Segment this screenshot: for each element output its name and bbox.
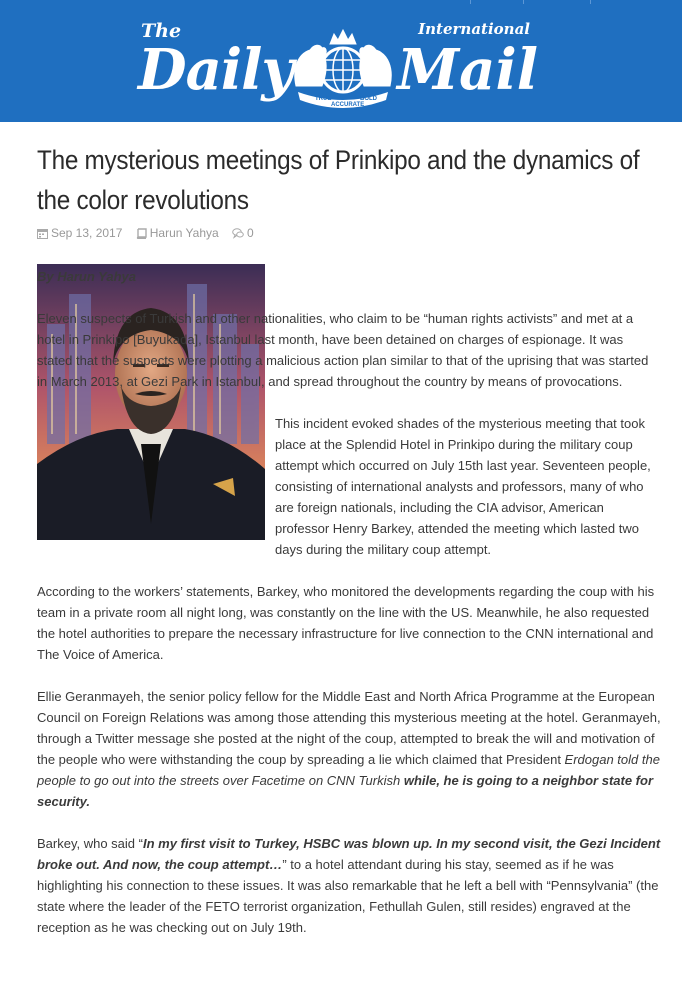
logo-the: The <box>141 20 182 42</box>
article-title[interactable]: The mysterious meetings of Prinkipo and the dynamics of the color revolutions <box>37 145 640 215</box>
crest-icon <box>288 24 398 110</box>
top-nav-tab[interactable] <box>470 0 523 4</box>
meta-date <box>37 226 126 240</box>
meta-comments[interactable] <box>232 226 254 240</box>
paragraph-1: Eleven suspects of Turkish and other nationalities, who claim to be “human rights activists” and met at a hotel in Prinkipo [Buyukada], Istanbul last month, have been detained on charges of espionage. It was stated that the suspects were plotting a malicious action plan similar to that of the uprising that was started in March 2013, at Gezi Park in Istanbul, and spread throughout the country by means of provocations. <box>37 311 649 389</box>
paragraph-4 <box>37 686 661 812</box>
crest-label-true: TRUE <box>315 96 332 102</box>
crest-label-bold: BOLD <box>360 96 377 102</box>
paragraph-5-text-a: Barkey, who said “ <box>37 836 143 851</box>
paragraph-3: According to the workers’ statements, Barkey, who monitored the developments regarding the coup with his team in a private room all night long, was constantly on the line with the US. Meanwhile, he also requested the hotel authorities to prepare the necessary infrastructure for live connection to the CNN international and The Voice of America. <box>37 584 655 662</box>
top-nav-tab[interactable] <box>523 0 590 4</box>
meta-author[interactable] <box>136 226 222 240</box>
meta-author-text[interactable]: Harun Yahya <box>149 226 219 240</box>
paragraph-2-text: This incident evoked shades of the mysterious meeting that took place at the Splendid Hotel in Prinkipo during the military coup attempt which occurred on July 15th last year. Seventeen people, consisting of international analysts and professors, many of who are foreign nationals, including the CIA advisor, American professor Henry Barkey, attended the meeting which lasted two days during the military coup attempt. <box>275 416 651 557</box>
meta-comments-count[interactable]: 0 <box>247 226 254 240</box>
article <box>37 140 662 935</box>
crest-label-accurate: ACCURATE <box>331 102 365 108</box>
calendar-icon <box>37 228 48 239</box>
paragraph-2 <box>37 413 661 560</box>
masthead <box>0 0 682 122</box>
meta-date-text: Sep 13, 2017 <box>51 226 123 240</box>
article-meta <box>37 226 264 240</box>
logo-mail: Mail <box>397 37 538 103</box>
comment-icon <box>232 228 244 239</box>
article-byline: By Harun Yahya <box>37 269 136 284</box>
top-nav-tab[interactable] <box>590 0 661 4</box>
paragraph-4-bold: while, he is going to a neighbor state for security. <box>37 773 654 809</box>
paragraph-4-italic: Erdogan told the people to go out into the streets over Facetime on CNN Turkish <box>37 752 660 788</box>
logo-daily: Daily <box>138 37 293 103</box>
paragraph-5-text-b: ” to a hotel attendant during his stay, seemed as if he was highlighting his connection to these issues. It was also remarkable that he left a bell with “Pennsylvania” (the state where the leader of the FETO terrorist organization, Fethullah Gulen, still resides) engraved at the reception as he was checking out on July 19th. <box>37 857 659 935</box>
paragraph-4-text: Ellie Geranmayeh, the senior policy fellow for the Middle East and North Africa Programme at the European Council on Foreign Relations was among those attending this mysterious meeting at the hotel. Geranmayeh, through a Twitter message she posted at the night of the coup, attempted to break the will and motivation of the people who were withstanding the coup by spreading a lie which claimed that President <box>37 689 661 767</box>
article-body <box>37 266 661 959</box>
top-nav-strip <box>0 0 682 4</box>
logo-international: International <box>418 20 530 38</box>
paragraph-5 <box>37 833 661 938</box>
book-icon <box>136 228 147 239</box>
paragraph-5-quote: In my first visit to Turkey, HSBC was blown up. In my second visit, the Gezi Incident broke out. And now, the coup attempt… <box>37 836 661 872</box>
site-logo[interactable] <box>138 20 540 110</box>
